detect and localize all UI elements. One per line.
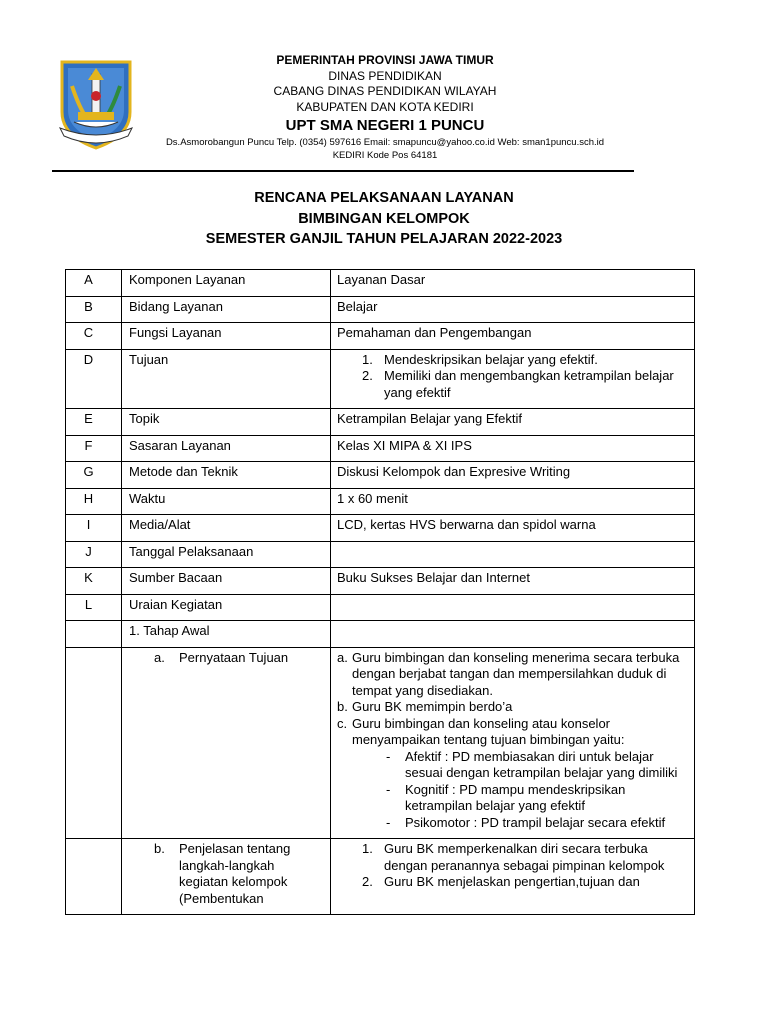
tujuan-bimbingan-list [337, 749, 690, 832]
table-row [66, 568, 695, 595]
list-item-text: Memiliki dan mengembangkan ketrampilan belajar yang efektif [384, 368, 674, 400]
row-label: Waktu [122, 488, 331, 515]
list-item-text: Psikomotor : PD trampil belajar secara efektif [405, 814, 666, 830]
letterhead-line-1: PEMERINTAH PROVINSI JAWA TIMUR [276, 53, 494, 67]
table-row [66, 435, 695, 462]
table-row [66, 349, 695, 409]
list-item-marker: 2. [362, 368, 373, 383]
list-item-text: Afektif : PD membiasakan diri untuk belajar sesuai dengan ketrampilan belajar yang dimiliki [405, 748, 678, 780]
row-value [331, 594, 695, 621]
document-title [0, 188, 768, 250]
letterhead-line-2: DINAS PENDIDIKAN [328, 68, 442, 83]
penjelasan-list [337, 841, 690, 891]
list-item-marker: b. [337, 699, 348, 714]
table-row-penjelasan [66, 839, 695, 915]
row-label: Bidang Layanan [122, 296, 331, 323]
title-line-2: BIMBINGAN KELOMPOK [298, 210, 470, 227]
row-value: Diskusi Kelompok dan Expresive Writing [331, 462, 695, 489]
row-code: F [66, 435, 122, 462]
row-label: Sumber Bacaan [122, 568, 331, 595]
table-row [66, 594, 695, 621]
list-item-text: Kognitif : PD mampu mendeskripsikan ketrampilan belajar yang efektif [405, 781, 626, 813]
table-row [66, 323, 695, 350]
list-item [337, 699, 690, 716]
letterhead-line-4: KABUPATEN DAN KOTA KEDIRI [296, 99, 474, 114]
row-label: Tujuan [122, 349, 331, 409]
row-label: Komponen Layanan [122, 270, 331, 297]
list-item [337, 874, 690, 891]
row-label: Media/Alat [122, 515, 331, 542]
row-label: Metode dan Teknik [122, 462, 331, 489]
list-item-marker: - [386, 781, 391, 797]
row-code: G [66, 462, 122, 489]
row-code: K [66, 568, 122, 595]
row-value [331, 349, 695, 409]
row-label: Topik [122, 409, 331, 436]
list-item-text: Guru bimbingan dan konseling atau konselor menyampaikan tentang tujuan bimbingan yaitu: [352, 715, 625, 747]
table-row [66, 488, 695, 515]
table-row-pernyataan-tujuan [66, 647, 695, 839]
row-code: H [66, 488, 122, 515]
table-row [66, 409, 695, 436]
row-code: A [66, 270, 122, 297]
row-value: Buku Sukses Belajar dan Internet [331, 568, 695, 595]
school-name: UPT SMA NEGERI 1 PUNCU [285, 117, 485, 134]
table-row [66, 296, 695, 323]
tahap-awal-label: 1. Tahap Awal [122, 621, 331, 648]
list-item-text: Mendeskripsikan belajar yang efektif. [384, 351, 598, 367]
list-item [337, 650, 690, 700]
row-label: Uraian Kegiatan [122, 594, 331, 621]
pernyataan-tujuan-list [337, 650, 690, 749]
table-row [66, 541, 695, 568]
row-value: Kelas XI MIPA & XI IPS [331, 435, 695, 462]
row-code: I [66, 515, 122, 542]
province-emblem-logo [54, 56, 138, 150]
title-line-3: SEMESTER GANJIL TAHUN PELAJARAN 2022-2023 [205, 231, 563, 247]
row-value: 1 x 60 menit [331, 488, 695, 515]
list-item [337, 368, 690, 401]
letterhead-divider [52, 170, 634, 172]
table-row-tahap-awal [66, 621, 695, 648]
school-address: Ds.Asmorobangun Puncu Telp. (0354) 597616 Email: smapuncu@yahoo.co.id Web: sman1puncu.sch.id [165, 137, 605, 148]
table-row [66, 462, 695, 489]
row-value [331, 541, 695, 568]
table-row [66, 270, 695, 297]
list-item-text: Guru BK memimpin berdo’a [352, 699, 513, 714]
row-value: Ketrampilan Belajar yang Efektif [331, 409, 695, 436]
list-item-marker: a. [337, 649, 348, 665]
row-code: L [66, 594, 122, 621]
list-item-marker: - [386, 814, 391, 830]
list-item [337, 716, 690, 749]
list-item-marker: - [386, 748, 391, 764]
list-item [337, 841, 690, 874]
penjelasan-label: b. Penjelasan tentang langkah-langkah kegiatan kelompok (Pembentukan [154, 841, 291, 906]
list-item-text: Guru bimbingan dan konseling menerima secara terbuka dengan berjabat tangan dan mempersilahkan duduk di tempat yang disediakan. [352, 649, 680, 698]
tujuan-list [337, 352, 690, 402]
row-value: Belajar [331, 296, 695, 323]
row-code: D [66, 349, 122, 409]
list-item [337, 782, 690, 815]
row-value: Pemahaman dan Pengembangan [331, 323, 695, 350]
list-item-marker: 2. [362, 874, 373, 889]
list-item-marker: 1. [362, 841, 373, 856]
list-item-marker: c. [337, 715, 348, 731]
row-code: E [66, 409, 122, 436]
title-line-1: RENCANA PELAKSANAAN LAYANAN [254, 190, 514, 206]
table-row [66, 515, 695, 542]
row-code: B [66, 296, 122, 323]
row-label: Tanggal Pelaksanaan [122, 541, 331, 568]
row-label: Fungsi Layanan [122, 323, 331, 350]
letterhead [150, 53, 620, 162]
list-item-marker: 1. [362, 351, 373, 367]
list-item [337, 749, 690, 782]
school-city: KEDIRI Kode Pos 64181 [332, 150, 438, 161]
list-item [337, 815, 690, 832]
letterhead-line-3: CABANG DINAS PENDIDIKAN WILAYAH [273, 84, 497, 98]
row-value: Layanan Dasar [331, 270, 695, 297]
row-code: J [66, 541, 122, 568]
list-item-text: Guru BK menjelaskan pengertian,tujuan dan [384, 874, 640, 889]
list-item [337, 352, 690, 369]
row-label: Sasaran Layanan [122, 435, 331, 462]
row-code: C [66, 323, 122, 350]
row-value: LCD, kertas HVS berwarna dan spidol warna [331, 515, 695, 542]
plan-table [65, 269, 695, 915]
list-item-text: Guru BK memperkenalkan diri secara terbuka dengan peranannya sebagai pimpinan kelompok [384, 841, 665, 873]
pernyataan-tujuan-label: a. Pernyataan Tujuan [154, 649, 289, 665]
